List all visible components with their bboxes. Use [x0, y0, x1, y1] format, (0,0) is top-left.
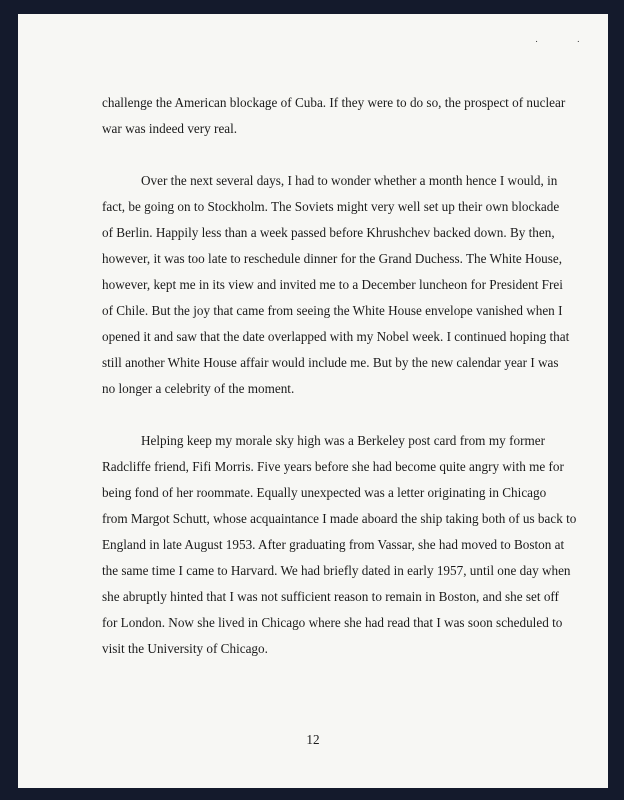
text-line: the same time I came to Harvard. We had briefly dated in early 1957, until one day when [102, 563, 571, 578]
text-line: Radcliffe friend, Fifi Morris. Five years before she had become quite angry with me for [102, 459, 564, 474]
text-line: of Chile. But the joy that came from seeing the White House envelope vanished when I [102, 303, 563, 318]
text-line: she abruptly hinted that I was not sufficient reason to remain in Boston, and she set off [102, 589, 559, 604]
text-line: however, it was too late to reschedule dinner for the Grand Duchess. The White House, [102, 251, 563, 266]
text-line: fact, be going on to Stockholm. The Soviets might very well set up their own blockade [102, 199, 560, 214]
text-line: from Margot Schutt, whose acquaintance I made aboard the ship taking both of us back to [102, 511, 577, 526]
document-page [18, 14, 608, 788]
text-line: Helping keep my morale sky high was a Berkeley post card from my former [141, 433, 545, 448]
page-number: 12 [306, 732, 320, 747]
text-line: still another White House affair would include me. But by the new calendar year I was [102, 355, 559, 370]
text-line: challenge the American blockage of Cuba. If they were to do so, the prospect of nuclear [102, 95, 566, 110]
text-line: visit the University of Chicago. [102, 641, 268, 656]
text-line: England in late August 1953. After graduating from Vassar, she had moved to Boston at [102, 537, 565, 552]
corner-marks: ˙ ˙ [534, 40, 598, 51]
text-line: being fond of her roommate. Equally unexpected was a letter originating in Chicago [102, 485, 547, 500]
text-line: Over the next several days, I had to wonder whether a month hence I would, in [141, 173, 558, 188]
text-line: war was indeed very real. [102, 121, 238, 136]
text-line: for London. Now she lived in Chicago where she had read that I was soon scheduled to [102, 615, 563, 630]
text-line: opened it and saw that the date overlapped with my Nobel week. I continued hoping that [102, 329, 570, 344]
text-line: of Berlin. Happily less than a week passed before Khrushchev backed down. By then, [102, 225, 555, 240]
text-line: however, kept me in its view and invited me to a December luncheon for President Frei [102, 277, 563, 292]
text-line: no longer a celebrity of the moment. [102, 381, 295, 396]
